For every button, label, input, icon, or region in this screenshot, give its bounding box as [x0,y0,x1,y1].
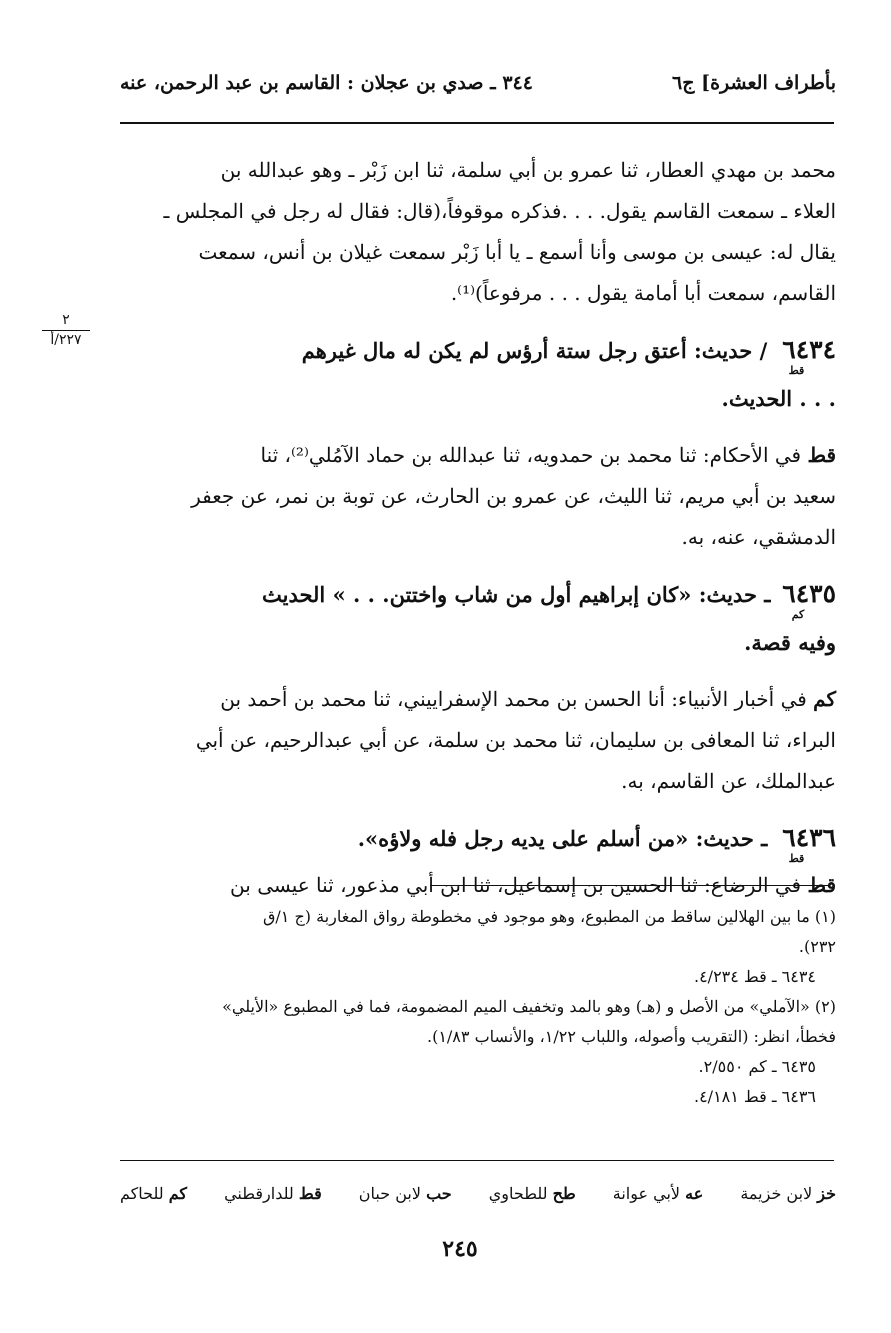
footnote-line: ٦٤٣٤ ـ قط ٤/٢٣٤. [693,967,816,986]
isnad-line [120,435,836,476]
main-text [120,150,836,906]
hadith-title: ـ حديث: «كان إبراهيم أول من شاب واختتن. . . » الحديث [261,582,771,607]
legend-item: قط للدارقطني [224,1184,322,1203]
legend-item: خز لابن خزيمة [740,1184,836,1203]
manuscript-folio-note [38,312,94,349]
source-abbr: قط [807,443,836,467]
hadith-heading [120,572,836,621]
hadith-entry [120,328,836,558]
folio-reference: ٢٢٧/أ [50,332,82,348]
page-number: ٢٤٥ [442,1236,478,1262]
running-header [120,62,836,104]
folio-divider [42,330,90,331]
isnad-line: سعيد بن أبي مريم، ثنا الليث، عن عمرو بن الحارث، عن توبة بن نمر، عن جعفر [191,484,836,508]
hadith-entry [120,816,836,906]
legend-rule [120,1160,834,1161]
text-line: العلاء ـ سمعت القاسم يقول. . . .فذكره موقوفاً،(قال: فقال له رجل في المجلس ـ [163,199,836,223]
hadith-title: / حديث: أعتق رجل ستة أرؤس لم يكن له مال غيرهم [301,338,768,363]
footnote-rule [430,885,828,886]
isnad-line [120,679,836,720]
hadith-heading [120,816,836,865]
hadith-number: ٦٤٣٦ [782,823,836,852]
isnad-text: في الأحكام: ثنا محمد بن حمدويه، ثنا عبدالله بن حماد الآمُلي⁽²⁾، ثنا [260,443,802,467]
hadith-heading [120,328,836,377]
header-rule [120,122,834,124]
legend-item: كم للحاكم [120,1184,188,1203]
footnotes [120,902,836,1112]
hadith-heading-cont: . . . الحديث. [721,386,836,411]
source-abbr: قط [807,873,836,897]
isnad-line: البراء، ثنا المعافى بن سليمان، ثنا محمد بن سلمة، عن أبي عبدالرحيم، عن أبي [195,728,836,752]
text-line: يقال له: عيسى بن موسى وأنا أسمع ـ يا أبا زَبْر سمعت غيلان بن أنس، سمعت [198,240,836,264]
isnad-line: عبدالملك، عن القاسم، به. [621,769,836,793]
isnad-line: الدمشقي، عنه، به. [681,525,836,549]
hadith-heading-cont: وفيه قصة. [744,630,836,655]
footnote-line: فخطأ، انظر: (التقريب وأصوله، واللباب ١/٢٢، والأنساب ١/٨٣). [426,1027,836,1046]
abbreviation-legend [120,1180,836,1208]
source-abbr: كم [813,687,836,711]
footnote-line: ٦٤٣٦ ـ قط ٤/١٨١. [693,1087,816,1106]
source-mark: قط [788,364,805,377]
isnad-text: في الرضاع: ثنا الحسين بن إسماعيل، ثنا ابن أبي مذعور، ثنا عيسى بن [230,873,802,897]
footnote-line: ٦٤٣٥ ـ كم ٢/٥٥٠. [698,1057,816,1076]
folio-number: ٢ [62,312,70,328]
intro-paragraph [120,150,836,314]
text-line: محمد بن مهدي العطار، ثنا عمرو بن أبي سلمة، ثنا ابن زَبْر ـ وهو عبدالله بن [220,158,836,182]
text-line: القاسم، سمعت أبا أمامة يقول . . . مرفوعاً)⁽¹⁾. [450,281,836,305]
footnote-line: ٢٣٢). [798,937,836,956]
hadith-entry [120,572,836,802]
footnote-line: (١) ما بين الهلالين ساقط من المطبوع، وهو موجود في مخطوطة رواق المغاربة (ج ١/ق [262,907,836,926]
legend-item: عه لأبي عوانة [612,1184,704,1203]
hadith-number: ٦٤٣٥ [782,579,836,608]
isnad-text: في أخبار الأنبياء: أنا الحسن بن محمد الإسفراييني، ثنا محمد بن أحمد بن [220,687,807,711]
source-mark: قط [788,852,805,865]
legend-item: طح للطحاوي [488,1184,576,1203]
hadith-title: ـ حديث: «من أسلم على يديه رجل فله ولاؤه». [357,826,768,851]
legend-item: حب لابن حبان [358,1184,452,1203]
source-mark: كم [791,608,805,621]
hadith-number: ٦٤٣٤ [782,335,836,364]
footnote-line: (٢) «الآملي» من الأصل و (هـ) وهو بالمد وتخفيف الميم المضمومة، فما في المطبوع «الأيلي» [222,997,836,1016]
header-right: بأطراف العشرة] ج٦ [672,72,836,94]
header-left: ٣٤٤ ـ صدي بن عجلان : القاسم بن عبد الرحمن، عنه [120,72,533,94]
